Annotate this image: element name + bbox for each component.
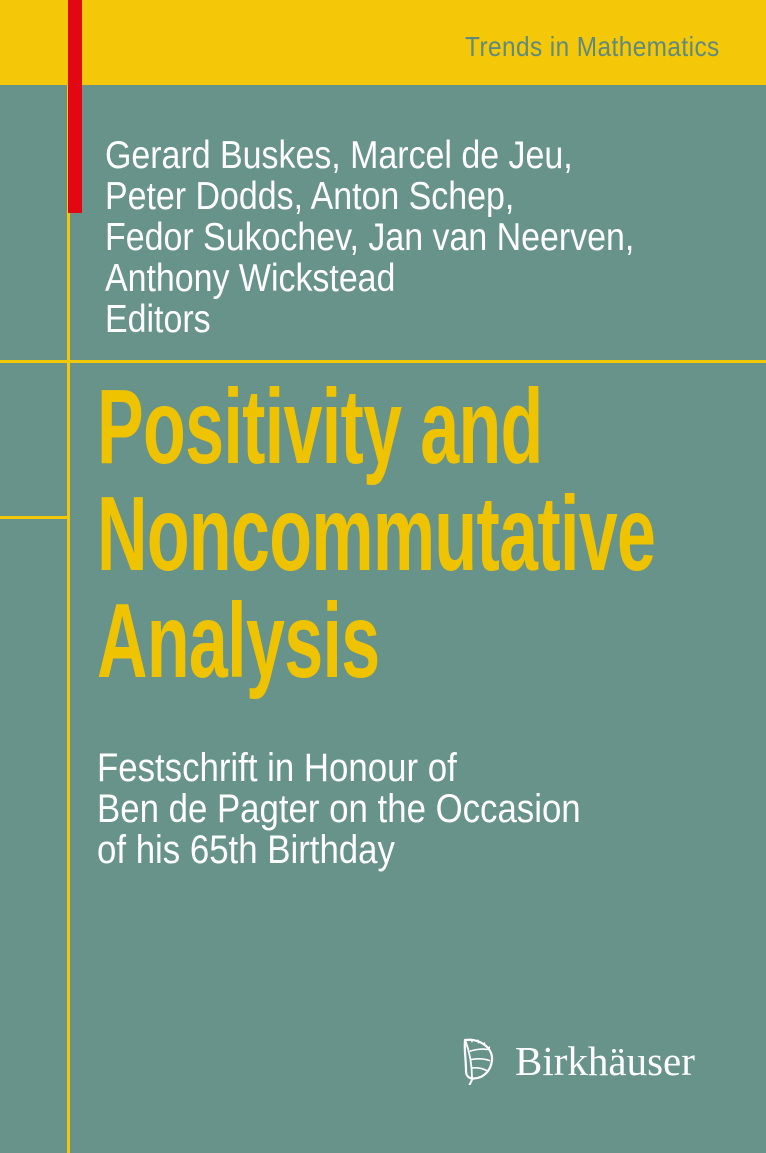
editor-line: Peter Dodds, Anton Schep, — [105, 175, 515, 218]
book-title — [97, 368, 656, 700]
book-subtitle-line: Festschrift in Honour of — [97, 746, 457, 790]
series-title: Trends in Mathematics — [465, 31, 720, 62]
book-title-line: Analysis — [97, 582, 380, 700]
publisher-logo — [457, 1037, 695, 1085]
red-accent-bar — [68, 0, 82, 213]
book-subtitle — [97, 748, 581, 871]
editor-line: Fedor Sukochev, Jan van Neerven, — [105, 216, 635, 259]
book-title-line: Positivity and — [97, 368, 543, 486]
publisher-name: Birkhäuser — [515, 1038, 695, 1084]
editor-line: Gerard Buskes, Marcel de Jeu, — [105, 134, 573, 177]
editors-role-label: Editors — [105, 298, 211, 341]
horizontal-yellow-rule — [0, 360, 766, 363]
birch-leaf-icon — [457, 1037, 501, 1085]
book-title-line: Noncommutative — [97, 475, 656, 593]
book-subtitle-line: of his 65th Birthday — [97, 828, 395, 872]
editors-block — [105, 135, 634, 340]
left-tick-rule — [0, 516, 70, 519]
book-subtitle-line: Ben de Pagter on the Occasion — [97, 787, 581, 831]
editor-line: Anthony Wickstead — [105, 257, 396, 300]
